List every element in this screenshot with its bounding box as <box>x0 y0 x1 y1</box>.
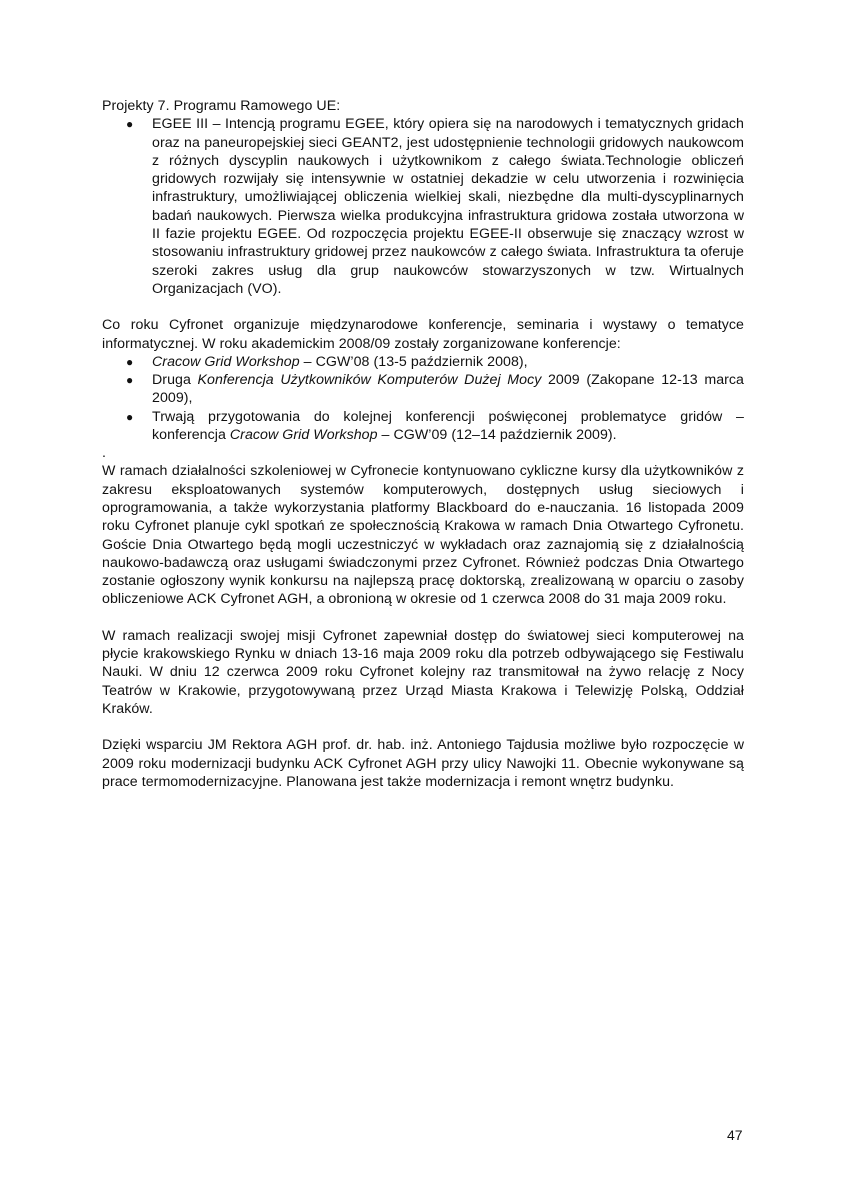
conference-name: Konferencja Użytkowników Komputerów Dużej Mocy <box>197 372 542 389</box>
document-page <box>102 97 744 791</box>
stray-dot: . <box>102 445 106 462</box>
egee-description: EGEE III – Intencją programu EGEE, który opiera się na narodowych i tematycznych gridach oraz na paneuropejskiej sieci GEANT2, jest udostępnienie technologii gridowych naukowcom z różnych dyscyplin naukowych i użytkownikom z całego świata.Technologie obliczeń gridowych rozwijały się intensywnie w ostatniej dekadzie w celu utworzenia i rozwinięcia infrastruktury, umożliwiającej obliczenia wielkiej skali, niezbędne dla multi-dyscyplinarnych badań naukowych. Pierwsza wielka produkcyjna infrastruktura gridowa została utworzona w II fazie projektu EGEE. Od rozpoczęcia projektu EGEE-II obserwuje się znaczący wzrost w stosowaniu infrastruktury gridowej przez naukowców z całego świata. Infrastruktura ta oferuje szeroki zakres usług dla grup naukowców stowarzyszonych w tzw. Wirtualnych Organizacjach (VO). <box>152 116 744 297</box>
conference-post: 2009 (Zakopane 12-13 marca 2009), <box>152 372 744 407</box>
page-number: 47 <box>727 1127 743 1143</box>
bullet-icon: ● <box>126 354 134 369</box>
section-fp7-heading: Projekty 7. Programu Ramowego UE: <box>102 98 341 114</box>
list-item <box>102 408 744 445</box>
conference-name: Cracow Grid Workshop <box>229 427 378 444</box>
bullet-icon: ● <box>126 373 134 388</box>
mission-paragraph: W ramach realizacji swojej misji Cyfronet zapewniał dostęp do światowej sieci komputerowej na płycie krakowskiego Rynku w dniach 13-16 maja 2009 roku dla potrzeb odbywającego się Festiwalu Nauki. W dniu 12 czerwca 2009 roku Cyfronet kolejny raz transmitował na żywo relację z Nocy Teatrów w Krakowie, przygotowywaną przez Urząd Miasta Krakowa i Telewizję Polską, Oddział Kraków. <box>102 627 744 717</box>
list-item <box>102 353 744 371</box>
fp7-project-list <box>102 115 744 298</box>
training-paragraph: W ramach działalności szkoleniowej w Cyfronecie kontynuowano cykliczne kursy dla użytkowników z zakresu eksploatowanych systemów komputerowych, dostępnych usług sieciowych i oprogramowania, a także wykorzystania platformy Blackboard do e-nauczania. 16 listopada 2009 roku Cyfronet planuje cykl spotkań ze społecznością Krakowa w ramach Dnia Otwartego Cyfronetu. Goście Dnia Otwartego będą mogli uczestniczyć w wykładach oraz zaznajomią się z działalnością naukowo-badawczą oraz usługami świadczonymi przez Cyfronet. Również podczas Dnia Otwartego zostanie ogłoszony wynik konkursu na najlepszą pracę doktorską, zrealizowaną w oparciu o zasoby obliczeniowe ACK Cyfronet AGH, a obronioną w okresie od 1 czerwca 2008 do 31 maja 2009 roku. <box>102 463 744 608</box>
conference-list <box>102 353 744 444</box>
conference-pre: Trwają przygotowania do kolejnej konferencji poświęconej problematyce gridów – konferencja <box>152 408 744 444</box>
conferences-intro: Co roku Cyfronet organizuje międzynarodowe konferencje, seminaria i wystawy o tematyce informatycznej. W roku akademickim 2008/09 zostały zorganizowane konferencje: <box>102 317 744 352</box>
conference-pre: Druga <box>152 372 198 389</box>
list-item <box>102 371 744 408</box>
modernization-paragraph: Dzięki wsparciu JM Rektora AGH prof. dr. hab. inż. Antoniego Tajdusia możliwe było rozpoczęcie w 2009 roku modernizacji budynku ACK Cyfronet AGH przy ulicy Nawojki 11. Obecnie wykonywane są prace termomodernizacyjne. Planowana jest także modernizacja i remont wnętrz budynku. <box>102 737 744 790</box>
conference-name: Cracow Grid Workshop <box>152 353 300 370</box>
bullet-icon: ● <box>126 117 134 132</box>
conference-post: – CGW’08 (13-5 październik 2008), <box>299 353 528 370</box>
conference-post: – CGW’09 (12–14 październik 2009). <box>377 427 617 444</box>
bullet-icon: ● <box>126 409 134 424</box>
list-item <box>102 115 744 298</box>
